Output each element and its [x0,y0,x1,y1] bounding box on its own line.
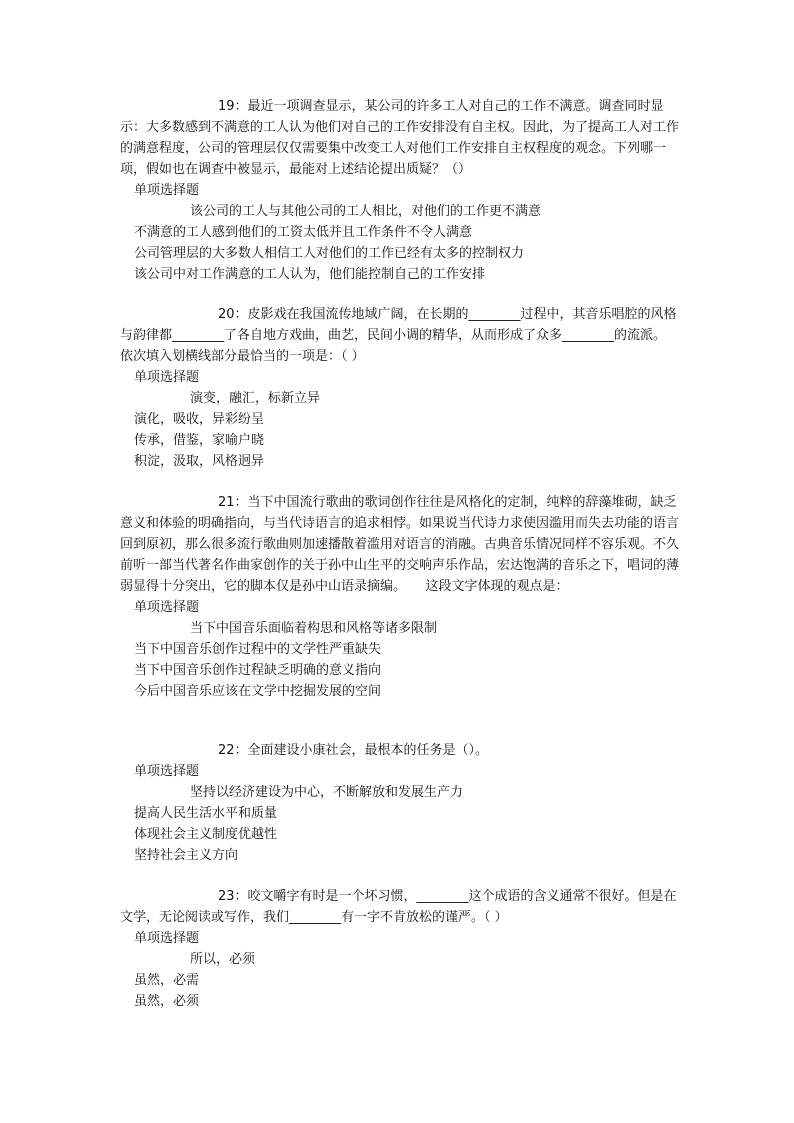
question-22 [120,740,680,866]
option-d: 今后中国音乐应该在文学中挖掘发展的空间 [134,684,382,699]
question-stem: 21：当下中国流行歌曲的歌词创作往往是风格化的定制，纯粹的辞藻堆砌，缺乏意义和体验的明确指向，与当代诗语言的追求相悖。如果说当代诗力求使因滥用而失去功能的语言回到原初，那么很多流行歌曲则加速播散着滥用对语言的消融。古典音乐情况同样不容乐观。不久前听一部当代著名作曲家创作的关于孙中山生平的交响声乐作品，宏达饱满的音乐之下，唱词的薄弱显得十分突出，它的脚本仅是孙中山语录摘编。 这段文字体现的观点是： [120,495,680,594]
question-type: 单项选择题 [134,600,200,615]
question-20 [120,304,686,472]
question-type: 单项选择题 [134,931,200,946]
question-type: 单项选择题 [134,183,200,198]
option-a: 该公司的工人与其他公司的工人相比，对他们的工作更不满意 [190,204,542,219]
option-a: 当下中国音乐面临着构思和风格等诸多限制 [190,621,438,636]
option-a: 所以，必须 [190,952,256,967]
question-stem: 19：最近一项调查显示，某公司的许多工人对自己的工作不满意。调查同时显示：大多数感到不满意的工人认为他们对自己的工作安排没有自主权。因此，为了提高工人对工作的满意程度，公司的管理层仅仅需要集中改变工人对他们工作安排自主权程度的观念。下列哪一项，假如也在调查中被显示，最能对上述结论提出质疑？（） [120,99,680,177]
option-c: 公司管理层的大多数人相信工人对他们的工作已经有太多的控制权力 [134,246,525,261]
question-stem: 20：皮影戏在我国流传地域广阔，在长期的________过程中，其音乐唱腔的风格与韵律都________了各自地方戏曲，曲艺，民间小调的精华，从而形成了众多________的流派。 依次填入划横线部分最恰当的一项是：（ ） [120,307,686,364]
option-c: 体现社会主义制度优越性 [134,827,278,842]
option-c: 传承，借鉴，家喻户晓 [134,433,265,448]
question-type: 单项选择题 [134,764,200,779]
option-a: 坚持以经济建设为中心，不断解放和发展生产力 [190,785,464,800]
option-b: 提高人民生活水平和质量 [134,806,278,821]
option-b: 虽然，必需 [134,973,200,988]
question-19 [120,96,680,285]
option-b: 不满意的工人感到他们的工资太低并且工作条件不令人满意 [134,225,473,240]
option-c: 当下中国音乐创作过程缺乏明确的意义指向 [134,663,382,678]
question-type: 单项选择题 [134,370,200,385]
option-d: 积淀，汲取，风格迥异 [134,454,265,469]
option-d: 该公司中对工作满意的工人认为，他们能控制自己的工作安排 [134,267,486,282]
question-stem: 22：全面建设小康社会，最根本的任务是（）。 [218,743,489,758]
question-stem: 23：咬文嚼字有时是一个坏习惯，________这个成语的含义通常不很好。但是在文学，无论阅读或写作，我们________有一字不肯放松的谨严。（ ） [120,889,677,925]
option-d: 坚持社会主义方向 [134,848,239,863]
option-b: 演化，吸收，异彩纷呈 [134,412,265,427]
question-23 [120,886,680,1012]
option-c: 虽然，必须 [134,994,200,1009]
option-a: 演变，融汇，标新立异 [190,391,321,406]
option-b: 当下中国音乐创作过程中的文学性严重缺失 [134,642,382,657]
question-21 [120,492,680,702]
